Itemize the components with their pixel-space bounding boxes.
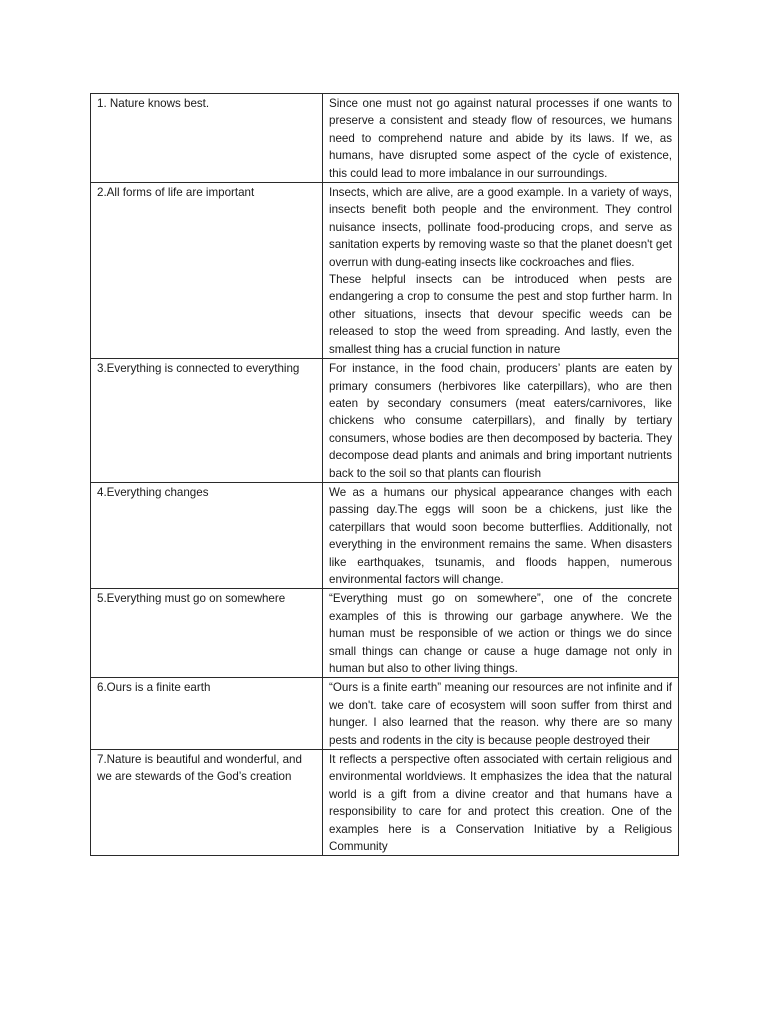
table-row [91, 482, 679, 588]
table-row [91, 359, 679, 483]
principle-cell: 6.Ours is a finite earth [91, 678, 323, 750]
explanation-cell [323, 183, 679, 359]
principle-cell: 1. Nature knows best. [91, 94, 323, 183]
explanation-cell [323, 678, 679, 750]
principle-cell: 3.Everything is connected to everything [91, 359, 323, 483]
principle-cell: 2.All forms of life are important [91, 183, 323, 359]
explanation-text: “Everything must go on somewhere”, one of the concrete examples of this is throwing our garbage anywhere. We the human must be responsible of we action or things we do since small things can change or cause a huge damage not only in human but also to other living things. [329, 592, 672, 675]
explanation-text: It reflects a perspective often associated with certain religious and environmental worldviews. It emphasizes the idea that the natural world is a gift from a divine creator and that humans have a responsibility to care for and protect this creation. One of the examples here is a Conservation Initiative by a Religious Community [329, 753, 672, 854]
explanation-cell [323, 589, 679, 678]
explanation-text: These helpful insects can be introduced when pests are endangering a crop to consume the pest and stop further harm. In other situations, insects that devour specific weeds can be released to stop the weed from spreading. And lastly, even the smallest thing has a crucial function in nature [329, 273, 672, 356]
explanation-text: For instance, in the food chain, producers’ plants are eaten by primary consumers (herbivores like caterpillars), who are then eaten by secondary consumers (meat eaters/carnivores, like chickens who consume caterpillars), and finally by tertiary consumers, whose bodies are then decomposed by bacteria. They decompose dead plants and animals and bring important nutrients back to the soil so that plants can flourish [329, 362, 672, 480]
explanation-text: We as a humans our physical appearance changes with each passing day.The eggs will soon be a chickens, just like the caterpillars that would soon become butterflies. Additionally, not everything in the environment remains the same. When disasters like earthquakes, tsunamis, and floods happen, numerous environmental factors will change. [329, 485, 672, 586]
principles-table [90, 93, 679, 856]
principle-cell: 7.Nature is beautiful and wonderful, and we are stewards of the God’s creation [91, 750, 323, 856]
explanation-cell [323, 482, 679, 588]
explanation-text: Insects, which are alive, are a good example. In a variety of ways, insects benefit both people and the environment. They control nuisance insects, pollinate food-producing crops, and serve as sanitation experts by removing waste so that the planet doesn't get overrun with dung-eating insects like cockroaches and flies. [329, 186, 672, 269]
explanation-cell [323, 94, 679, 183]
table-row [91, 589, 679, 678]
principle-cell: 4.Everything changes [91, 482, 323, 588]
table-row [91, 678, 679, 750]
principle-cell: 5.Everything must go on somewhere [91, 589, 323, 678]
table-row [91, 94, 679, 183]
table-row [91, 183, 679, 359]
explanation-text: “Ours is a finite earth” meaning our resources are not infinite and if we don't. take care of ecosystem will soon suffer from thirst and hunger. I also learned that the reason. why there are so many pests and rodents in the city is because people destroyed their [329, 681, 672, 747]
explanation-cell [323, 750, 679, 856]
explanation-text: Since one must not go against natural processes if one wants to preserve a consistent and steady flow of resources, we humans need to comprehend nature and abide by its laws. If we, as humans, have disrupted some aspect of the cycle of existence, this could lead to more imbalance in our surroundings. [329, 97, 672, 180]
explanation-cell [323, 359, 679, 483]
table-row [91, 750, 679, 856]
